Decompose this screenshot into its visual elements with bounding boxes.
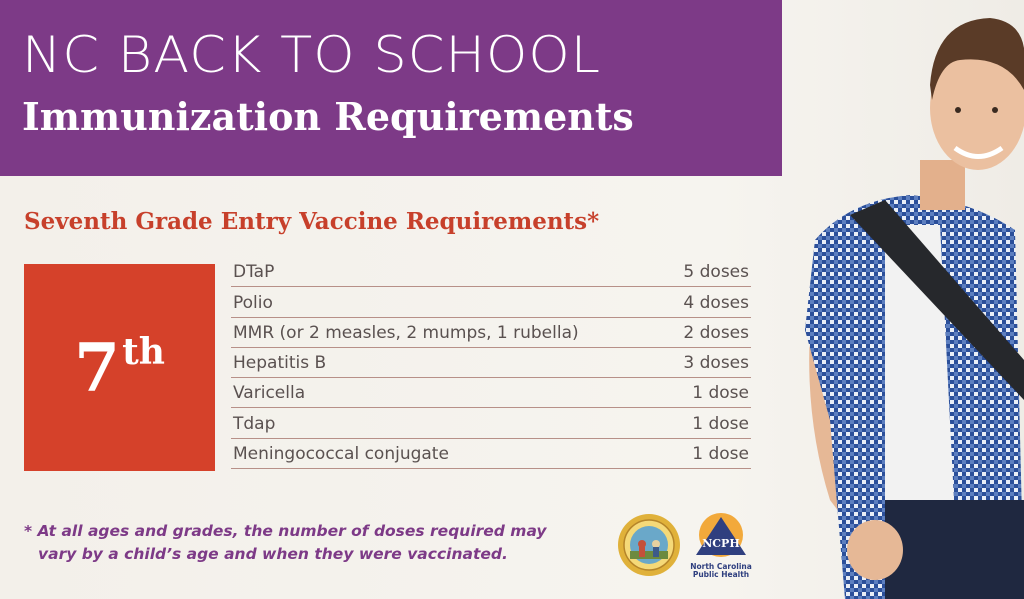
- vaccine-doses: 1 dose: [692, 413, 749, 434]
- vaccine-row: [231, 318, 751, 348]
- banner-title-line2: Immunization Requirements: [22, 94, 634, 139]
- vaccine-name: DTaP: [233, 262, 275, 283]
- vaccine-row: [231, 408, 751, 438]
- vaccine-row: [231, 378, 751, 408]
- section-heading: Seventh Grade Entry Vaccine Requirements*: [24, 208, 600, 235]
- vaccine-name: Tdap: [233, 413, 276, 434]
- vaccine-doses: 1 dose: [692, 383, 749, 404]
- banner-title-line1: NC BACK TO SCHOOL: [22, 26, 602, 84]
- vaccine-name: Varicella: [233, 383, 306, 404]
- vaccine-doses: 1 dose: [692, 444, 749, 465]
- grade-suffix: th: [122, 330, 165, 373]
- ncph-logo-icon: [686, 511, 756, 563]
- vaccine-doses: 3 doses: [683, 353, 749, 374]
- vaccine-row: [231, 348, 751, 378]
- grade-badge: [24, 264, 215, 471]
- ncph-logo: [686, 511, 756, 591]
- title-banner: [0, 0, 782, 176]
- ncph-label-line2: Public Health: [692, 570, 750, 580]
- footnote-line2: vary by a child’s age and when they were vaccinated.: [38, 545, 508, 564]
- ncph-label-line1: North Carolina: [690, 562, 752, 571]
- grade-number: 7: [74, 328, 121, 407]
- ncph-mark: NCPH: [702, 537, 740, 550]
- vaccine-doses: 2 doses: [683, 322, 749, 343]
- vaccine-row: [231, 257, 751, 287]
- footnote-line1: * At all ages and grades, the number of doses required may: [24, 522, 547, 540]
- vaccine-row: [231, 439, 751, 469]
- vaccine-row: [231, 287, 751, 317]
- vaccine-doses: 5 doses: [683, 262, 749, 283]
- vaccine-table: [231, 257, 751, 469]
- vaccine-name: MMR (or 2 measles, 2 mumps, 1 rubella): [233, 322, 579, 343]
- vaccine-name: Polio: [233, 292, 273, 313]
- student-photo: [790, 0, 1024, 599]
- vaccine-name: Meningococcal conjugate: [233, 444, 449, 465]
- ncph-label: [686, 563, 756, 580]
- vaccine-doses: 4 doses: [683, 292, 749, 313]
- vaccine-name: Hepatitis B: [233, 353, 327, 374]
- nc-state-seal-icon: [617, 513, 681, 577]
- footnote: [24, 520, 547, 567]
